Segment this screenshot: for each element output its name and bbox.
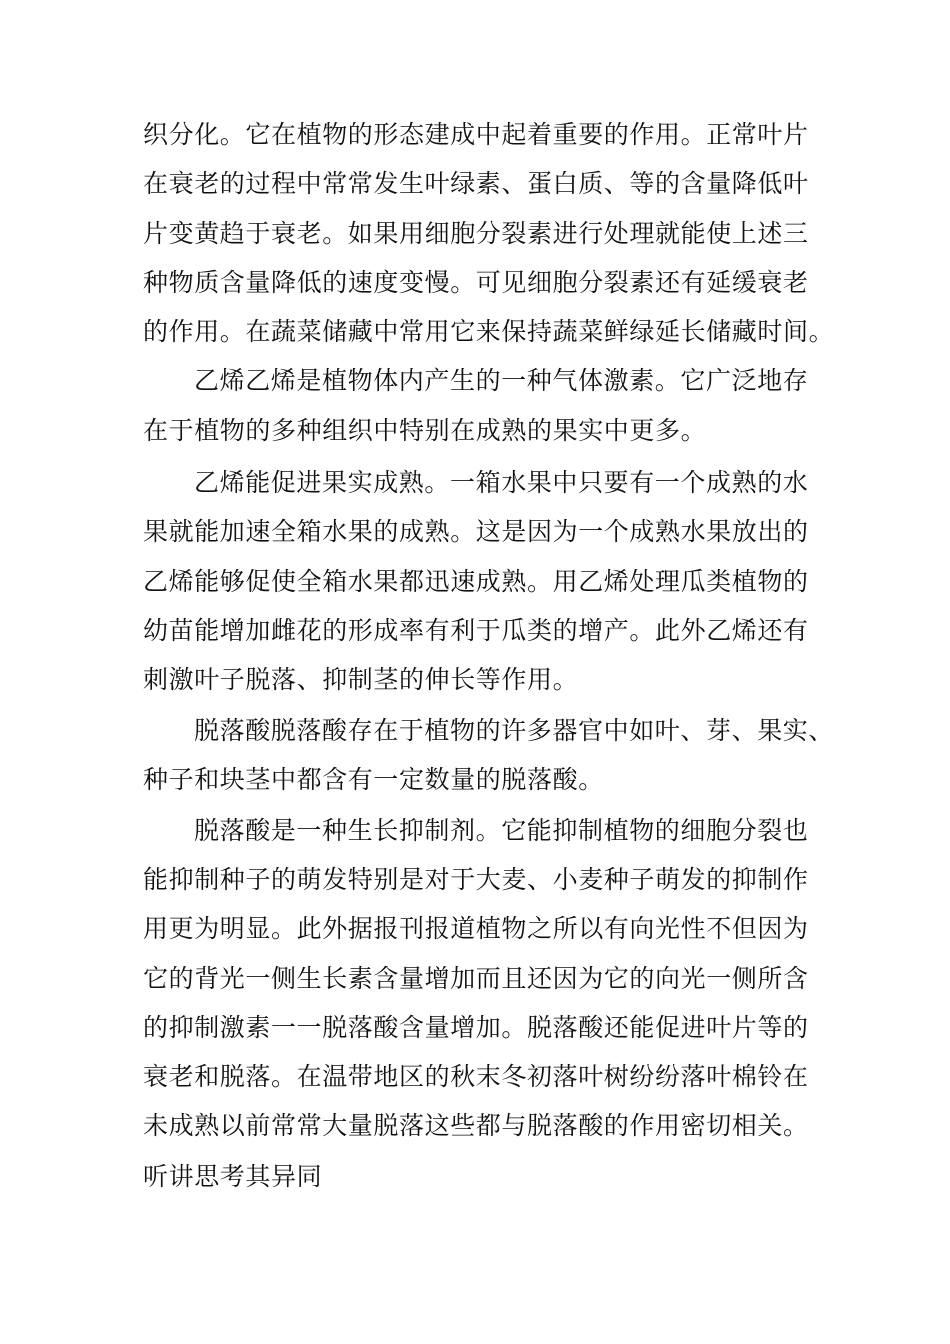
- text-line: 刺激叶子脱落、抑制茎的伸长等作用。: [143, 665, 579, 694]
- paragraph-first-line: 脱落酸是一种生长抑制剂。它能抑制植物的细胞分裂也: [194, 816, 809, 845]
- text-line: 种物质含量降低的速度变慢。可见细胞分裂素还有延缓衰老: [143, 268, 809, 297]
- text-line: 幼苗能增加雌花的形成率有利于瓜类的增产。此外乙烯还有: [143, 616, 809, 645]
- text-line: 种子和块茎中都含有一定数量的脱落酸。: [143, 765, 604, 794]
- text-line: 织分化。它在植物的形态建成中起着重要的作用。正常叶片: [143, 120, 809, 149]
- text-line: 听讲思考其异同: [143, 1162, 323, 1191]
- text-line: 它的背光一侧生长素含量增加而且还因为它的向光一侧所含: [143, 964, 809, 993]
- paragraph-first-line: 乙烯能促进果实成熟。一箱水果中只要有一个成熟的水: [194, 468, 809, 497]
- text-line: 衰老和脱落。在温带地区的秋末冬初落叶树纷纷落叶棉铃在: [143, 1062, 809, 1091]
- text-line: 在衰老的过程中常常发生叶绿素、蛋白质、等的含量降低叶: [143, 169, 809, 198]
- text-line: 的抑制激素一一脱落酸含量增加。脱落酸还能促进叶片等的: [143, 1013, 809, 1042]
- paragraph-first-line: 乙烯乙烯是植物体内产生的一种气体激素。它广泛地存: [194, 366, 809, 395]
- text-line: 果就能加速全箱水果的成熟。这是因为一个成熟水果放出的: [143, 517, 809, 546]
- paragraph-first-line: 脱落酸脱落酸存在于植物的许多器官中如叶、芽、果实、: [194, 716, 835, 745]
- text-line: 乙烯能够促使全箱水果都迅速成熟。用乙烯处理瓜类植物的: [143, 567, 809, 596]
- text-line: 未成熟以前常常大量脱落这些都与脱落酸的作用密切相关。: [143, 1111, 809, 1140]
- text-line: 片变黄趋于衰老。如果用细胞分裂素进行处理就能使上述三: [143, 219, 809, 248]
- text-line: 在于植物的多种组织中特别在成熟的果实中更多。: [143, 416, 707, 445]
- text-line: 用更为明显。此外据报刊报道植物之所以有向光性不但因为: [143, 914, 809, 943]
- text-line: 能抑制种子的萌发特别是对于大麦、小麦种子萌发的抑制作: [143, 865, 809, 894]
- text-line: 的作用。在蔬菜储藏中常用它来保持蔬菜鲜绿延长储藏时间。: [143, 317, 835, 346]
